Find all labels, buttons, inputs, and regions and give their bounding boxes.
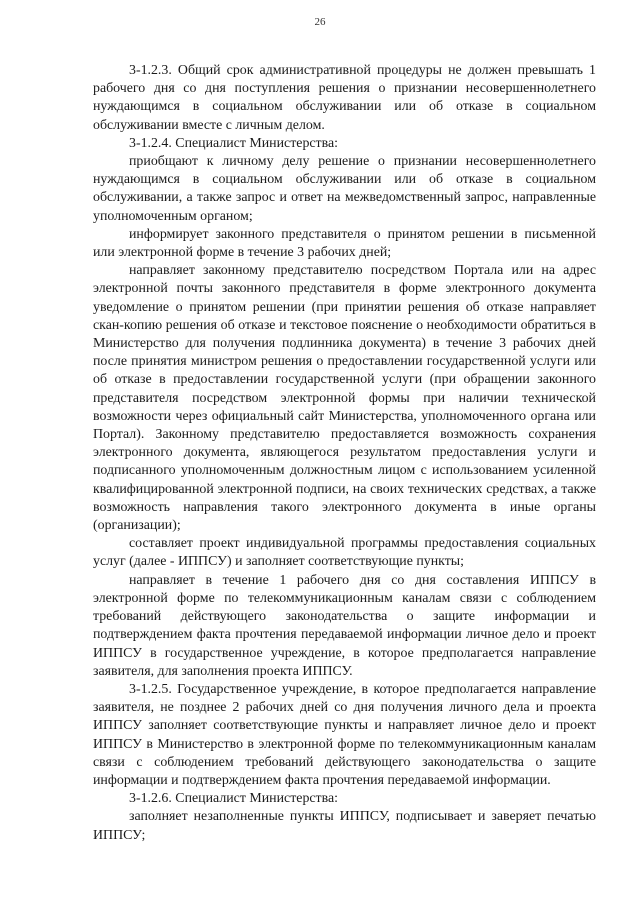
document-body <box>93 62 596 845</box>
paragraph-3-1-2-5: 3-1.2.5. Государственное учреждение, в которое предполагается направление заявителя, не позднее 2 рабочих дней со дня получения личного дела и проекта ИППСУ заполняет соответствующие пункты и направляет личное дело и проект ИППСУ в Министерство в электронной форме по телекоммуникационным каналам связи с соблюдением требований действующего законодательства о защите информации и подтверждением факта прочтения передаваемой информации. <box>93 681 596 788</box>
paragraph-send-notification: направляет законному представителю посредством Портала или на адрес электронной почты законного представителя в форме электронного документа уведомление о принятом решении (при принятии решения об отказе направляет скан-копию решения об отказе и текстовое пояснение о необходимости обратиться в Министерство для получения подлинника документа) в течение 3 рабочих дней после принятия министром решения о предоставлении государственной услуги или об отказе в предоставлении государственной услуги (при обращении законного представителя посредством электронной формы при наличии технической возможности через официальный сайт Министерства, уполномоченного органа или Портал). Законному представителю предоставляется возможность сохранения электронного документа, являющегося результатом предоставления услуги и подписанного уполномоченным должностным лицом с использованием усиленной квалифицированной электронной подписи, на своих технических средствах, а также возможность направления такого электронного документа в иные органы (организации); <box>93 263 596 534</box>
page-number: 26 <box>314 16 326 28</box>
paragraph-3-1-2-3: 3-1.2.3. Общий срок административной процедуры не должен превышать 1 рабочего дня со дня поступления решения о признании несовершеннолетнего нуждающимся в социальном обслуживании или об отказе в социальном обслуживании вместе с личным делом. <box>93 63 596 133</box>
paragraph-3-1-2-4-heading: 3-1.2.4. Специалист Министерства: <box>129 135 339 151</box>
paragraph-send-personal-file: направляет в течение 1 рабочего дня со дня составления ИППСУ в электронной форме по телекоммуникационным каналам связи с соблюдением требований действующего законодательства о защите информации и подтверждением факта прочтения передаваемой информации личное дело и проект ИППСУ в государственное учреждение, в которое предполагается направление заявителя, для заполнения проекта ИППСУ. <box>93 572 596 679</box>
paragraph-inform-representative: информирует законного представителя о принятом решении в письменной или электронной форме в течение 3 рабочих дней; <box>93 226 596 261</box>
paragraph-fill-ippsu: заполняет незаполненные пункты ИППСУ, подписывает и заверяет печатью ИППСУ; <box>93 809 596 843</box>
paragraph-draft-ippsu: составляет проект индивидуальной программы предоставления социальных услуг (далее - ИППСУ) и заполняет соответствующие пункты; <box>93 536 596 570</box>
paragraph-3-1-2-6-heading: 3-1.2.6. Специалист Министерства: <box>129 791 339 807</box>
paragraph-attach-decision: приобщают к личному делу решение о признании несовершеннолетнего нуждающимся в социальном обслуживании или об отказе в социальном обслуживании, а также запрос и ответ на межведомственный запрос, направленные уполномоченным органом; <box>93 154 596 224</box>
